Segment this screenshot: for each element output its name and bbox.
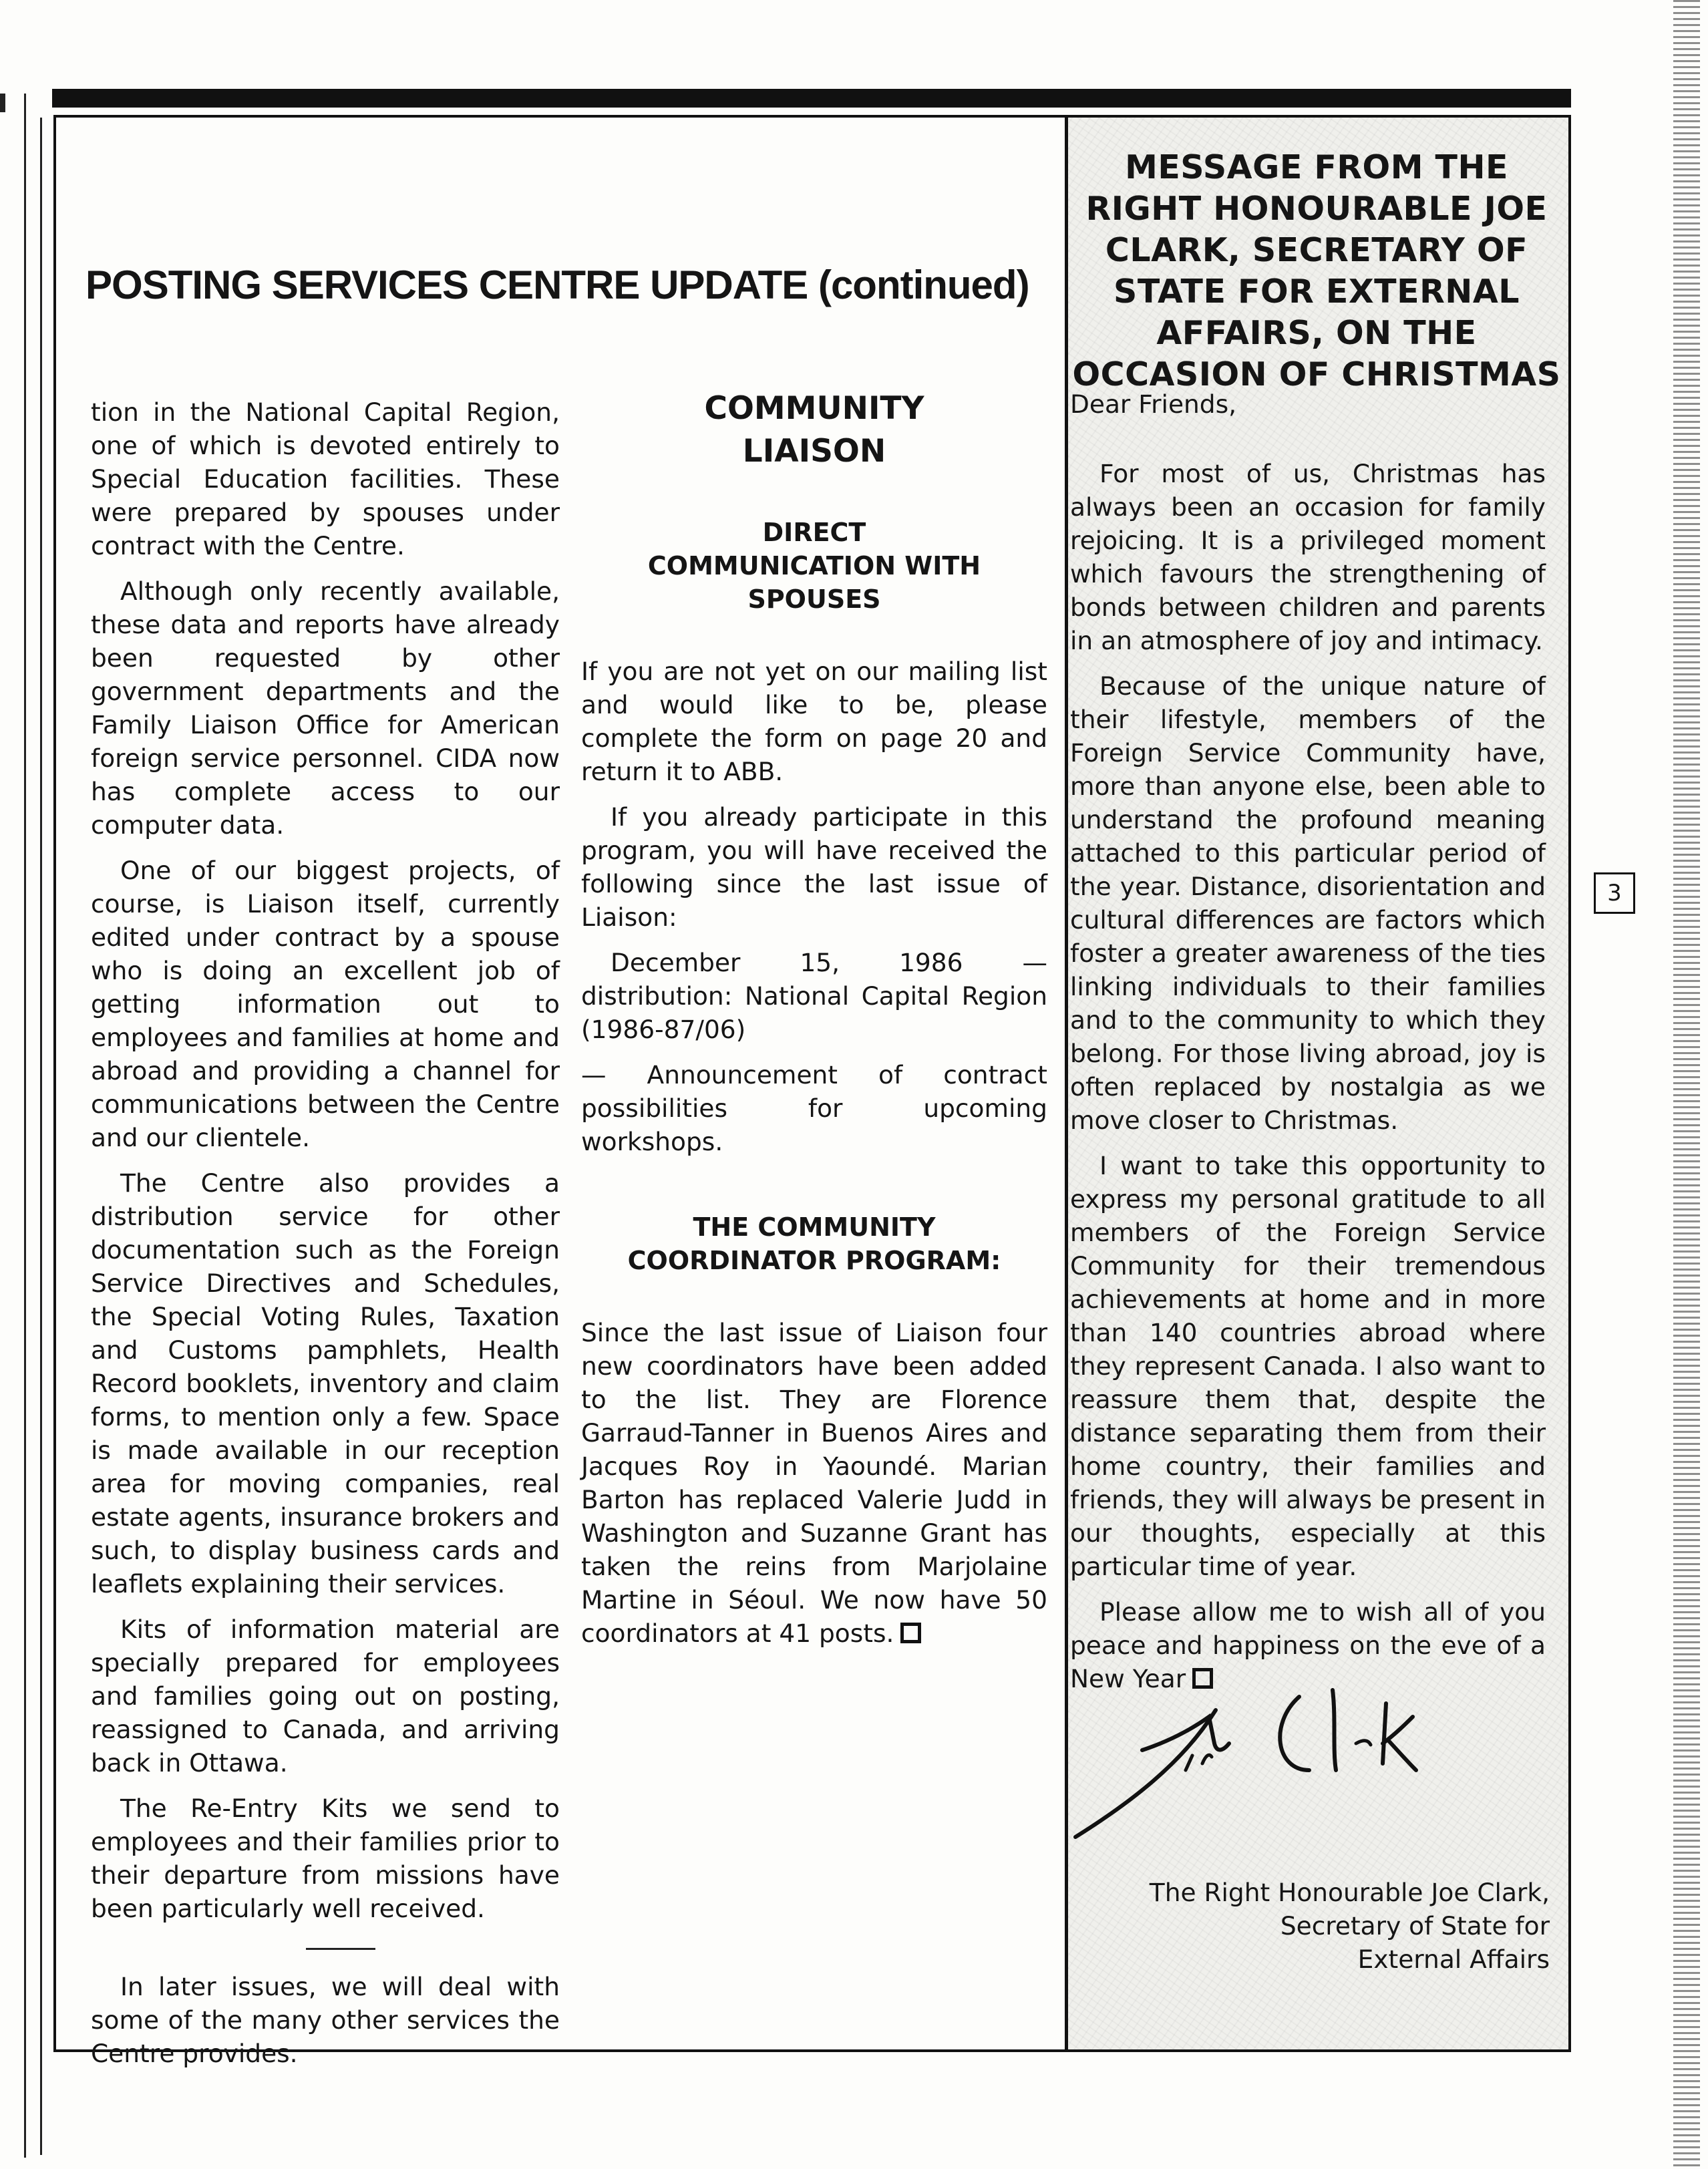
paragraph: The Re-Entry Kits we send to employees and their families prior to their departure from missions have been particularly well received.: [91, 1794, 560, 1923]
divider: [306, 1948, 375, 1950]
spacer: [581, 1170, 1047, 1210]
paragraph: The Centre also provides a distribution service for other documentation such as the Foreign Service Directives and Schedules, the Special Voting Rules, Taxation and Customs pamphlets, Health Record booklets, inventory and claim forms, to mention only a few. Space is made available in our reception area for moving companies, real estate agents, insurance brokers and such, to display business cards and leaflets explaining their services.: [91, 1168, 560, 1599]
top-rule: [52, 89, 1571, 108]
signature-line: The Right Honourable Joe Clark,: [1149, 1878, 1550, 1907]
paragraph: December 15, 1986 — distribution: National Capital Region (1986-87/06): [581, 948, 1047, 1044]
subheading: DIRECT COMMUNICATION WITH SPOUSES: [647, 518, 981, 614]
paragraph: I want to take this opportunity to express my personal gratitude to all members of the Foreign Service Community for their tremendous achievements at home and in more than 140 countries abroad where they represent Canada. I also want to reassure them that, despite the distance separating them from their home country, their families and friends, they will always be present in our thoughts, especially at this particular time of year.: [1070, 1151, 1546, 1581]
paragraph: If you are not yet on our mailing list and would like to be, please complete the form on page 20 and return it to ABB.: [581, 657, 1047, 786]
paragraph: [581, 1316, 1047, 1650]
salutation: Dear Friends,: [1070, 389, 1237, 419]
signature-line: Secretary of State for: [1280, 1911, 1550, 1941]
paragraph: Because of the unique nature of their lifestyle, members of the Foreign Service Community have, more than anyone else, been able to understand the profound meaning attached to this particular period of the year. Distance, disorientation and cultural differences are factors which foster a greater awareness of the ties linking individuals to their families and to the community to which they belong. For those living abroad, joy is often replaced by nostalgia as we move closer to Christmas.: [1070, 671, 1546, 1135]
end-mark-icon: [900, 1623, 921, 1643]
binding-mark: [0, 94, 5, 112]
closing-paragraph: In later issues, we will deal with some of the many other services the Centre provides.: [91, 1972, 560, 2068]
signature-block: [1095, 1876, 1550, 1976]
closing-text: Please allow me to wish all of you peace and happiness on the eve of a New Year: [1070, 1597, 1546, 1693]
sidebar-title: MESSAGE FROM THE RIGHT HONOURABLE JOE CLARK, SECRETARY OF STATE FOR EXTERNAL AFFAIRS, ON THE OCCASION OF CHRISTMAS: [1072, 148, 1561, 393]
section-heading: COMMUNITY LIAISON: [704, 390, 924, 470]
paragraph: One of our biggest projects, of course, is Liaison itself, currently edited under contract by a spouse who is doing an excellent job of getting information out to employees and families at home and abroad and providing a channel for communications between the Centre and our clientele.: [91, 856, 560, 1152]
binding-rule: [24, 94, 26, 2158]
page-number: 3: [1594, 872, 1635, 914]
column-2: [581, 387, 1047, 1662]
paragraph: — Announcement of contract possibilities for upcoming workshops.: [581, 1060, 1047, 1156]
paragraph: If you already participate in this program, you will have received the following since the last issue of Liaison:: [581, 802, 1047, 932]
paragraph: Although only recently available, these data and reports have already been requested by other government departments and the Family Liaison Office for American foreign service personnel. CIDA now has complete access to our computer data.: [91, 576, 560, 840]
signature-line: External Affairs: [1357, 1945, 1550, 1974]
paragraph: tion in the National Capital Region, one of which is devoted entirely to Special Education facilities. These were prepared by spouses under contract with the Centre.: [91, 397, 560, 560]
paragraph: Kits of information material are specially prepared for employees and families going out on posting, reassigned to Canada, and arriving back in Ottawa.: [91, 1615, 560, 1778]
page-title: POSTING SERVICES CENTRE UPDATE (continued): [86, 263, 1029, 307]
binding-rule: [40, 118, 42, 2155]
paragraph: For most of us, Christmas has always been an occasion for family rejoicing. It is a privileged moment which favours the strengthening of bonds between children and parents in an atmosphere of joy and intimacy.: [1070, 459, 1546, 655]
signature: [1069, 1670, 1510, 1850]
page-edge: [1673, 0, 1700, 2169]
paragraph-text: Since the last issue of Liaison four new coordinators have been added to the list. They are Florence Garraud-Tanner in Buenos Aires and Jacques Roy in Yaoundé. Marian Barton has replaced Valerie Judd in Washington and Suzanne Grant has taken the reins from Marjolaine Martine in Séoul. We now have 50 coordinators at 41 posts.: [581, 1318, 1047, 1648]
subheading: THE COMMUNITY COORDINATOR PROGRAM:: [627, 1212, 1001, 1275]
column-3: [1070, 387, 1546, 1707]
column-1: [91, 395, 560, 2082]
